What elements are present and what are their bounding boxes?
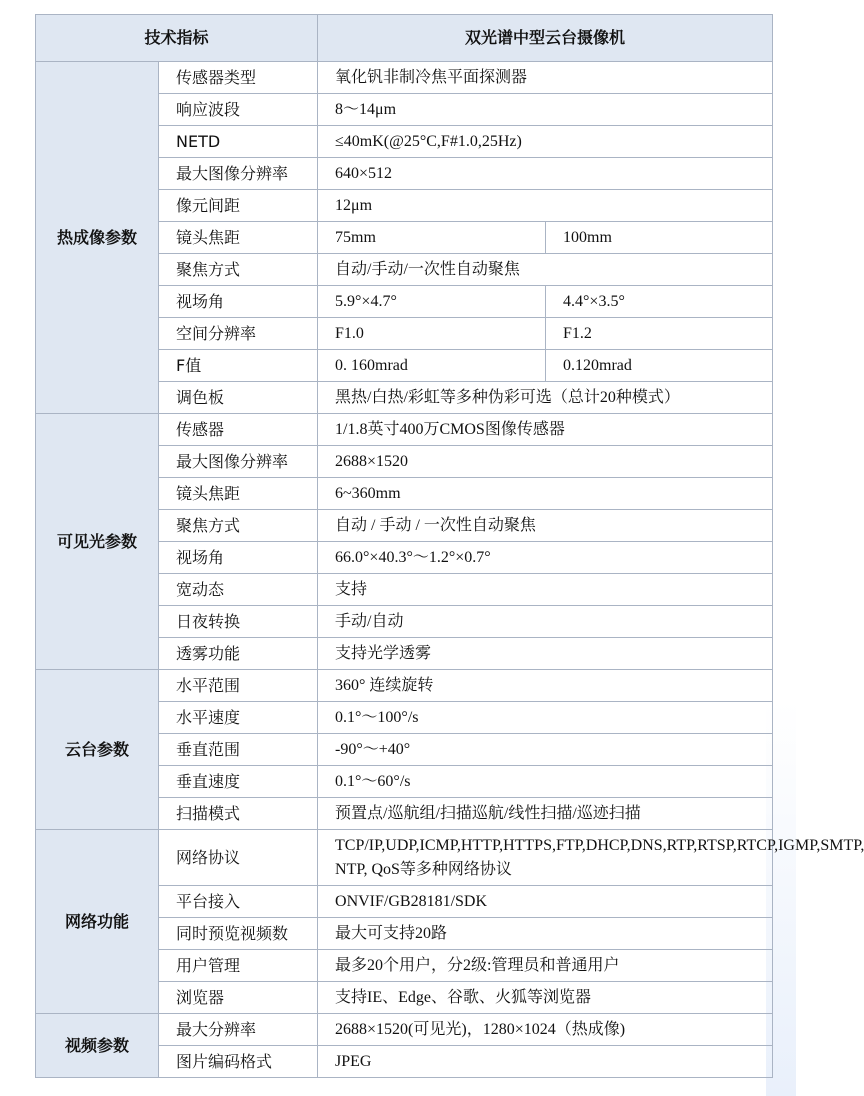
- param-name: 聚焦方式: [159, 510, 318, 542]
- param-value: 最多20个用户，分2级:管理员和普通用户: [318, 950, 773, 982]
- param-name: 聚焦方式: [159, 254, 318, 286]
- param-name: 传感器: [159, 414, 318, 446]
- table-row: [36, 62, 773, 94]
- param-name: 日夜转换: [159, 606, 318, 638]
- param-name: 网络协议: [159, 830, 318, 886]
- table-header-row: [36, 15, 773, 62]
- param-name: 垂直范围: [159, 734, 318, 766]
- param-name: 最大分辨率: [159, 1014, 318, 1046]
- param-name: 响应波段: [159, 94, 318, 126]
- param-value: 支持光学透雾: [318, 638, 773, 670]
- group-label: 可见光参数: [36, 414, 159, 670]
- param-value: 氧化钒非制冷焦平面探测器: [318, 62, 773, 94]
- param-value: 0.1°～60°/s: [318, 766, 773, 798]
- header-spec-label: 技术指标: [36, 15, 318, 62]
- param-value: 360° 连续旋转: [318, 670, 773, 702]
- param-name: 最大图像分辨率: [159, 158, 318, 190]
- param-value: TCP/IP,UDP,ICMP,HTTP,HTTPS,FTP,DHCP,DNS,RTP,RTSP,RTCP,IGMP,SMTP, NTP, QoS等多种网络协议: [318, 830, 773, 886]
- param-name: 镜头焦距: [159, 222, 318, 254]
- group-label: 网络功能: [36, 830, 159, 1014]
- param-name: 平台接入: [159, 886, 318, 918]
- param-value: 手动/自动: [318, 606, 773, 638]
- param-name: 透雾功能: [159, 638, 318, 670]
- table-row: [36, 414, 773, 446]
- param-value: 自动/手动/一次性自动聚焦: [318, 254, 773, 286]
- param-value: 最大可支持20路: [318, 918, 773, 950]
- param-value: 66.0°×40.3°～1.2°×0.7°: [318, 542, 773, 574]
- table-row: [36, 1014, 773, 1046]
- param-name: 镜头焦距: [159, 478, 318, 510]
- param-value: JPEG: [318, 1046, 773, 1078]
- param-value: 自动 / 手动 / 一次性自动聚焦: [318, 510, 773, 542]
- spec-table: [35, 14, 864, 1078]
- param-value: 2688×1520(可见光)，1280×1024（热成像): [318, 1014, 773, 1046]
- param-value-option-a: 0. 160mrad: [318, 350, 546, 382]
- group-label: 视频参数: [36, 1014, 159, 1078]
- param-value: 预置点/巡航组/扫描巡航/线性扫描/巡迹扫描: [318, 798, 773, 830]
- param-value: ≤40mK(@25°C,F#1.0,25Hz): [318, 126, 773, 158]
- param-value-option-a: F1.0: [318, 318, 546, 350]
- param-name: 宽动态: [159, 574, 318, 606]
- param-value: 12μm: [318, 190, 773, 222]
- param-value: 1/1.8英寸400万CMOS图像传感器: [318, 414, 773, 446]
- param-name: 水平速度: [159, 702, 318, 734]
- param-name: F值: [159, 350, 318, 382]
- param-value: ONVIF/GB28181/SDK: [318, 886, 773, 918]
- param-value: 支持: [318, 574, 773, 606]
- param-name: 空间分辨率: [159, 318, 318, 350]
- param-name: 最大图像分辨率: [159, 446, 318, 478]
- group-label: 云台参数: [36, 670, 159, 830]
- param-value: 黑热/白热/彩虹等多种伪彩可选（总计20种模式）: [318, 382, 773, 414]
- param-name: 传感器类型: [159, 62, 318, 94]
- param-value-option-b: 0.120mrad: [546, 350, 773, 382]
- param-value: -90°～+40°: [318, 734, 773, 766]
- param-value-option-a: 5.9°×4.7°: [318, 286, 546, 318]
- param-value-option-a: 75mm: [318, 222, 546, 254]
- param-name: 浏览器: [159, 982, 318, 1014]
- param-value: 0.1°～100°/s: [318, 702, 773, 734]
- param-name: 图片编码格式: [159, 1046, 318, 1078]
- param-name: 水平范围: [159, 670, 318, 702]
- param-name: 扫描模式: [159, 798, 318, 830]
- group-label: 热成像参数: [36, 62, 159, 414]
- param-value: 2688×1520: [318, 446, 773, 478]
- param-name: 视场角: [159, 286, 318, 318]
- param-value: 6~360mm: [318, 478, 773, 510]
- param-name: NETD: [159, 126, 318, 158]
- param-value-option-b: F1.2: [546, 318, 773, 350]
- param-name: 垂直速度: [159, 766, 318, 798]
- param-name: 视场角: [159, 542, 318, 574]
- table-row: [36, 670, 773, 702]
- param-name: 调色板: [159, 382, 318, 414]
- param-name: 像元间距: [159, 190, 318, 222]
- param-value: 8～14μm: [318, 94, 773, 126]
- param-value-option-b: 4.4°×3.5°: [546, 286, 773, 318]
- param-value: 640×512: [318, 158, 773, 190]
- table-row: [36, 830, 773, 886]
- param-name: 同时预览视频数: [159, 918, 318, 950]
- param-value-option-b: 100mm: [546, 222, 773, 254]
- param-value: 支持IE、Edge、谷歌、火狐等浏览器: [318, 982, 773, 1014]
- header-product-name: 双光谱中型云台摄像机: [318, 15, 773, 62]
- param-name: 用户管理: [159, 950, 318, 982]
